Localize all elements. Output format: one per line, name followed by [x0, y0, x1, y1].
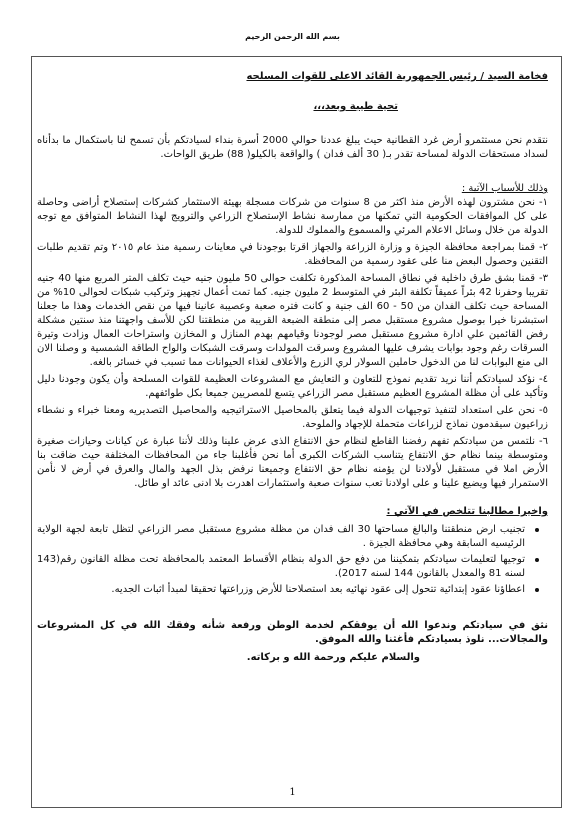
demands-heading: واخيرا مطالبنا تتلخص في الآتي : — [386, 506, 548, 517]
reason-number: ٢- — [539, 242, 548, 253]
reason-item — [37, 241, 548, 269]
demand-item — [37, 523, 548, 551]
bullet-icon — [535, 528, 539, 532]
reason-text: نؤكد لسيادتكم أننا نريد تقديم نموذج للتعاون و التعايش مع المشروعات العظيمة للقوات المسلحة وأن يكون وجودنا دليل وتأكيد على أن مظلة المشروع العظيم مستقبل مصر الزراعي يتسع للمصريين جميعا بكل طوائفهم. — [37, 374, 548, 399]
demand-text: توجيها لتعليمات سيادتكم بتمكيننا من دفع حق الدولة بنظام الأقساط المعتمد بالمحافظة تحت مظلة القانون رقم(143 لسنه 81 والمعدل بالقانون 144 لسنه 2017). — [37, 554, 525, 579]
reason-item — [37, 404, 548, 432]
bullet-icon — [535, 588, 539, 592]
demand-text: تجنيب ارض منطقتنا والبالغ مساحتها 30 الف فدان من مظلة مشروع مستقبل مصر الزراعي لتظل تابعة لجهة الولاية الرئيسيه السابقة وهي محافظة الجيزة . — [37, 524, 525, 549]
letter-body — [37, 70, 548, 665]
reason-number: ٤- — [539, 374, 548, 385]
reason-item — [37, 435, 548, 491]
reason-text: نحن على استعداد لتنفيذ توجيهات الدولة فيما يتعلق بالمحاصيل الاستراتيجيه والمحاصيل التصديريه ومعنا خبراء و نشطاء زراعيون سيقدمون نماذج لزراعات متحملة للإجهاد والملوحة. — [37, 405, 548, 430]
reason-text: نحن مشترون لهذه الأرض منذ اكثر من 8 سنوات من شركات مسجلة بهيئة الاستثمار كشركات إستصلاح أراضى وحاصلة على كل الموافقات الحكومية التي تمكنها من ممارسة نشاط الإستصلاح الزراعي والترويج لهذا النشاط المتوافق مع توجه الدولة من خلال وسائل الاعلام المرئي والمسموع والمملوك للدولة. — [37, 197, 548, 236]
demand-item — [37, 553, 548, 581]
recipient-line: فخامة السيد / رئيس الجمهورية القائد الاعلى للقوات المسلحه — [246, 71, 548, 82]
reason-item — [37, 196, 548, 238]
demand-item — [37, 583, 548, 597]
reason-item — [37, 272, 548, 370]
salutation-line: والسلام عليكم ورحمة الله و بركاته. — [246, 652, 420, 663]
demand-text: اعطاؤنا عقود إبتدائية تتحول إلى عقود نهائيه بعد استصلاحنا للأرض وزراعتها تحقيقا لمبدأ اثبات الجديه. — [111, 584, 525, 595]
basmala-heading: بسم الله الرحمن الرحيم — [245, 32, 340, 41]
reason-number: ١- — [539, 197, 548, 208]
reason-number: ٣- — [539, 273, 549, 284]
reason-text: قمنا بشق طرق داخلية في نطاق المساحة المذكورة تكلفت حوالى 50 مليون جنيه حيث تكلف المتر المربع منها 40 جنيه تقريبا وحفرنا 42 بئراً عميقاً تكلفة البئر في المتوسط 2 مليون جنيه. كما تمت أعمال تجهيز وتركيب شبكات لحوالى 10% من المساحة حيث تكلف الفدان من 50 - 60 الف جنية و كانت فتره صعبة وعصيبة عانينا فيها من نقص الخدمات وهذا ما جعلنا استبشرنا خيرا بوصول مشروع مستقبل مصر إلى منطقة الضبعة القريبة من منطقتنا لكن للأسف واجهتنا منذ سنتين مشكلة رفض القائمين علي ادارة مشروع مستقبل مصر لوجودنا وقيامهم بهدم المنازل و المخازن واستراحات العمال وزادت وتيرة السرقات رغم وجود بوابات يشرف عليها المشروع وسرقت المولدات وسرقت الشبكات والواح الطاقة الشمسية و وصلنا الان الى منع البوابات لنا من الدخول حاملين السولار لري الزرع والأعلاف لغذاء الحيوانات مما تسبب في خسائر بالغه. — [37, 273, 548, 368]
reason-text: قمنا بمراجعة محافظة الجيزة و وزارة الزراعة والجهاز اقرتا بوجودنا في معاينات رسمية منذ عام ٢٠١٥ وتم تقديم طلبات التقنين وحصول البعض منا على عقود رسمية من المحافظة. — [37, 242, 548, 267]
reason-text: نلتمس من سيادتكم تفهم رفضنا القاطع لنظام حق الانتفاع الذى عرض علينا وذلك لأننا عبارة عن كيانات وحيازات صغيرة ومتوسطة بينما نظام حق الانتفاع يتناسب الشركات الكبرى أما نحن فأغلبنا جاء من المحافظات المختلفة حيث ضاقت بنا الأرض املا في مستقبل لأولادنا لن يؤمنه نظام حق الانتفاع وجميعنا نرفض بذل الجهد والمال والعرق في أرض لا نأمن الاستمرار فيها ويضيع علينا و على اولادنا تعب سنوات صعبة واستثمارات اهدرت بلا ادنى عائد او طائل. — [37, 436, 548, 489]
page-number: 1 — [289, 787, 296, 798]
reason-number: ٥- — [539, 405, 548, 416]
reason-item — [37, 373, 548, 401]
bullet-icon — [535, 558, 539, 562]
reasons-heading: وذلك للأسباب الآتية : — [461, 183, 548, 194]
reason-number: ٦- — [539, 436, 548, 447]
closing-paragraph: نثق في سيادتكم وندعوا الله أن يوفقكم لخدمة الوطن ورفعة شأنه وفقك الله في كل المشروعات والمجالات... نلوذ بسيادتكم فأغثنا والله الموفق. — [37, 620, 548, 645]
intro-paragraph: نتقدم نحن مستثمرو أرض غرد القطانية حيث يبلغ عددنا حوالي 2000 أسرة بنداء لسيادتكم بأن تسمح لنا باستكمال ما بدأناه لسداد مستحقات الدولة لمساحة تقدر بـ( 30 ألف فدان ) والواقعة بالكيلو( 88) طريق الواحات. — [37, 135, 548, 160]
greeting-line: تحية طيبة وبعد،،، — [313, 101, 398, 112]
